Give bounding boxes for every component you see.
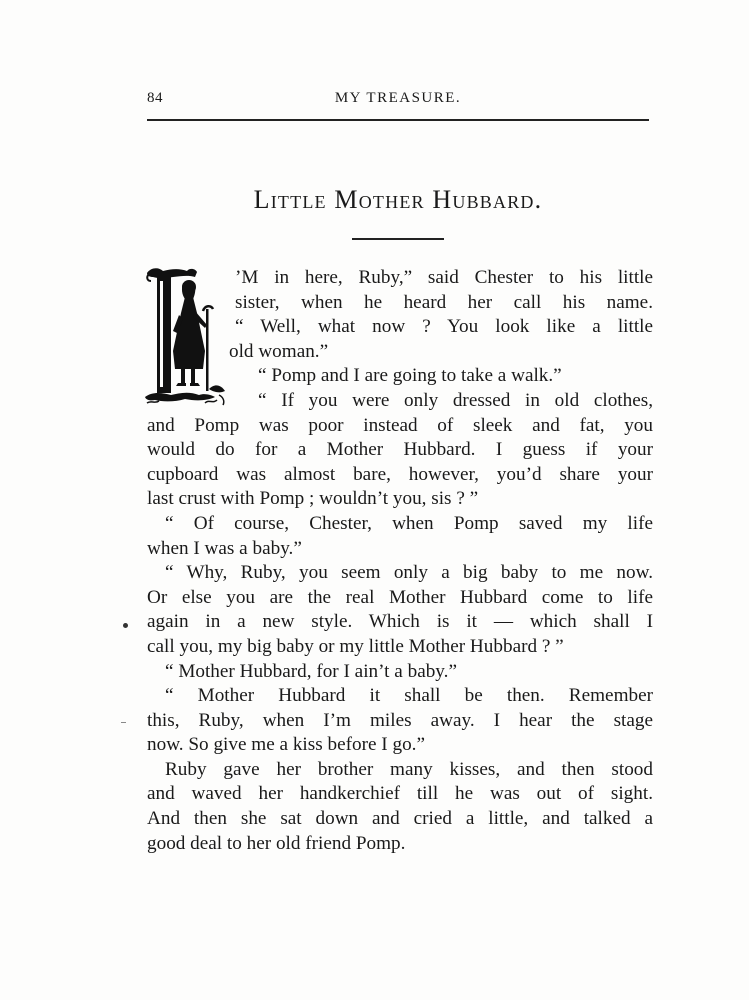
text-line: ’M in here, Ruby,” said Chester to his little [235, 267, 653, 288]
text-line: would do for a Mother Hubbard. I guess if your [147, 439, 653, 461]
text-line: and waved her handkerchief till he was out of sight. [147, 783, 653, 805]
chapter-title: Little Mother Hubbard. [253, 185, 543, 214]
running-title: MY TREASURE. [334, 90, 462, 106]
margin-ink-dot [123, 623, 128, 628]
text-line: now. So give me a kiss before I go.” [147, 734, 425, 756]
text-line: “ Well, what now ? You look like a little [235, 316, 653, 338]
text-line: when I was a baby.” [147, 537, 302, 559]
text-line: call you, my big baby or my little Mother Hubbard ? ” [147, 635, 564, 657]
page-number: 84 [147, 90, 163, 106]
text-line: “ Pomp and I are going to take a walk.” [258, 365, 562, 387]
text-line: “ If you were only dressed in old clothes, [258, 389, 653, 411]
margin-ink-mark [121, 722, 126, 723]
text-line: “ Mother Hubbard, for I ain’t a baby.” [165, 660, 457, 682]
text-line: Ruby gave her brother many kisses, and then stood [165, 758, 653, 780]
text-line: “ Mother Hubbard it shall be then. Remember [165, 685, 653, 707]
text-line: and Pomp was poor instead of sleek and fat, you [147, 414, 653, 436]
text-line: good deal to her old friend Pomp. [147, 832, 406, 854]
chapter-body [147, 266, 653, 856]
title-rule [352, 238, 444, 240]
text-line: “ Of course, Chester, when Pomp saved my life [165, 512, 653, 534]
text-line: again in a new style. Which is it — which shall I [147, 611, 653, 633]
text-line: old woman.” [229, 340, 329, 362]
text-line: last crust with Pomp ; wouldn’t you, sis ? ” [147, 488, 479, 510]
text-line: this, Ruby, when I’m miles away. I hear the stage [147, 709, 653, 731]
text-line: “ Why, Ruby, you seem only a big baby to me now. [165, 562, 653, 584]
text-line: And then she sat down and cried a little, and talked a [147, 808, 653, 830]
running-head [147, 88, 649, 110]
text-line: Or else you are the real Mother Hubbard come to life [147, 586, 653, 608]
text-line: cupboard was almost bare, however, you’d share your [147, 463, 653, 485]
header-rule [147, 119, 649, 121]
text-line: sister, when he heard her call his name. [235, 291, 653, 313]
